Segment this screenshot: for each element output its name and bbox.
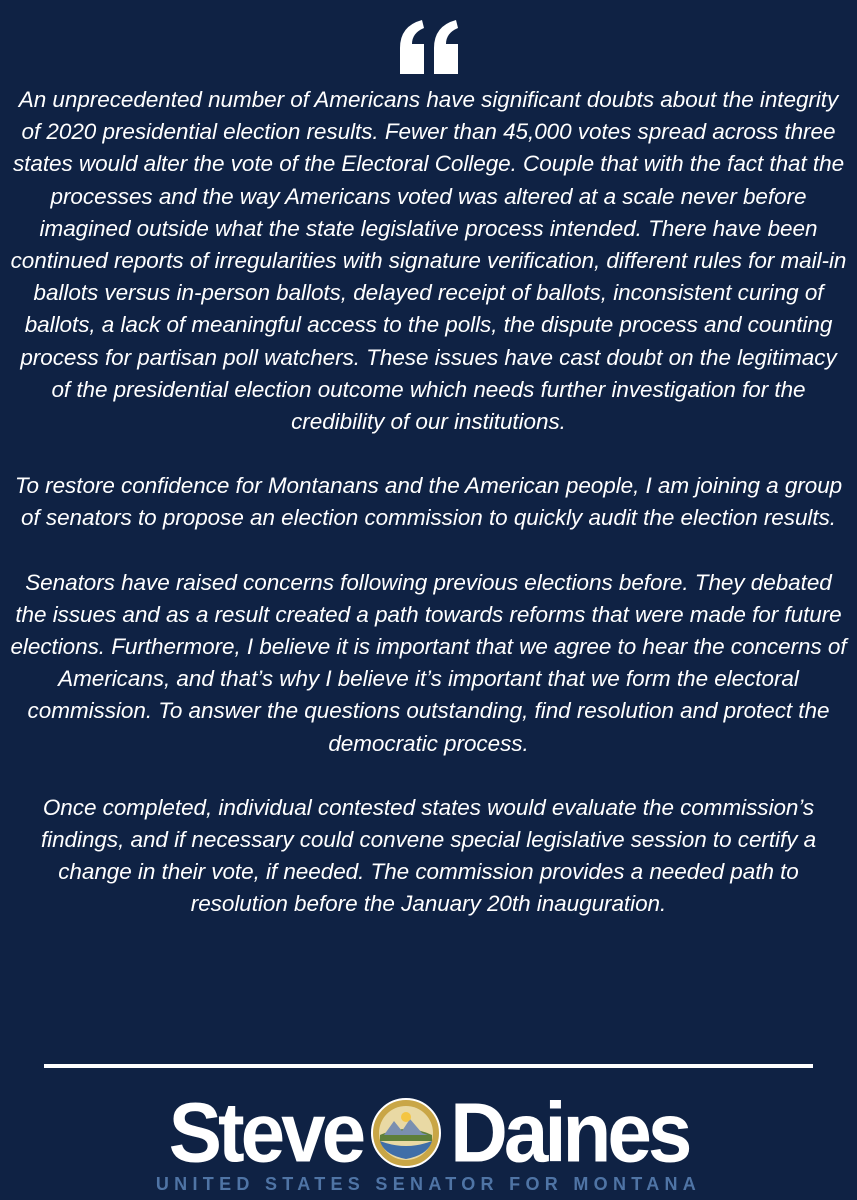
divider — [44, 1064, 813, 1068]
senator-logo — [0, 1085, 857, 1195]
quote-mark-icon — [0, 18, 857, 78]
statement-paragraph-1: An unprecedented number of Americans have significant doubts about the integrity of 2020 presidential election results. Fewer than 45,000 votes spread across three states would alter the vote of the Electoral College. Couple that with the fact that the processes and the way Americans voted was altered at a scale never before imagined outside what the state legislative process intended. There have been continued reports of irregularities with signature verification, different rules for mail-in ballots versus in-person ballots, delayed receipt of ballots, inconsistent curing of ballots, a lack of meaningful access to the polls, the dispute process and counting process for partisan poll watchers. These issues have cast doubt on the legitimacy of the presidential election outcome which needs further investigation for the credibility of our institutions. — [10, 87, 847, 435]
statement-paragraph-3: Senators have raised concerns following previous elections before. They debated the issues and as a result created a path towards reforms that were made for future elections. Furthermore, I believe it is important that we agree to hear the concerns of Americans, and that’s why I believe it’s important that we form the electoral commission. To answer the questions outstanding, find resolution and protect the democratic process. — [10, 569, 847, 756]
logo-last-name: Daines — [450, 1085, 689, 1180]
montana-seal-icon — [370, 1097, 442, 1169]
logo-subtitle: UNITED STATES SENATOR FOR MONTANA — [155, 1174, 702, 1194]
logo-first-name: Steve — [168, 1085, 363, 1180]
statement-paragraph-4: Once completed, individual contested states would evaluate the commission’s findings, and if necessary could convene special legislative session to certify a change in their vote, if needed. The commission provides a needed path to resolution before the January 20th inauguration. — [40, 794, 817, 917]
statement-paragraph-2: To restore confidence for Montanans and the American people, I am joining a group of senators to propose an election commission to quickly audit the election results. — [14, 473, 843, 531]
statement-body — [10, 84, 847, 953]
